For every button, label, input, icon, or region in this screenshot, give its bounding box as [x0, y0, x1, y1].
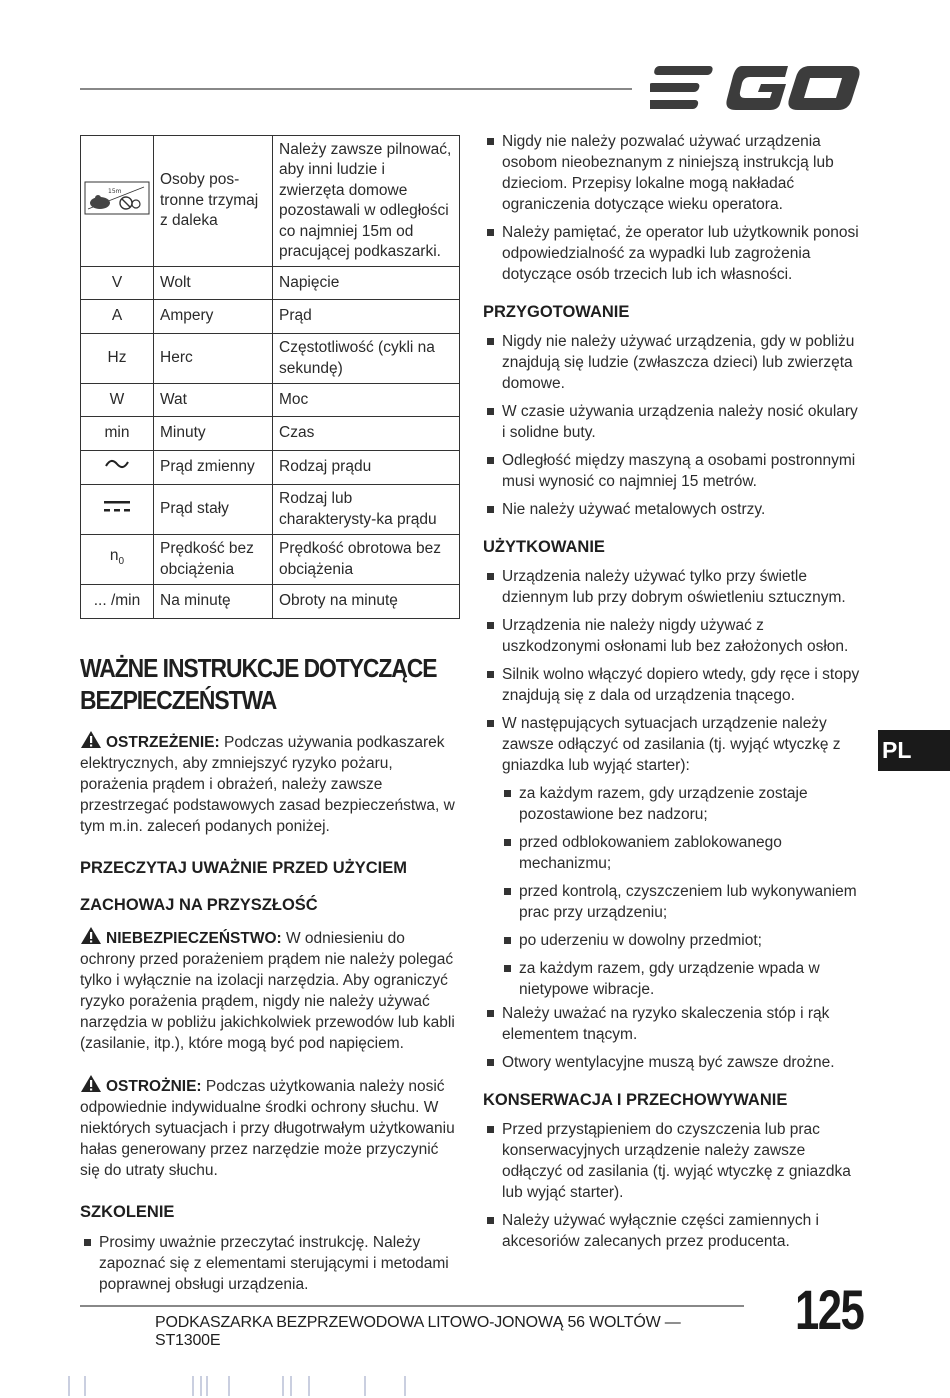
table-cell-meaning: Częstotliwość (cykli na sekundę) — [273, 334, 460, 384]
list-item: W następujących sytuacjach urządzenie należy zawsze odłączyć od zasilania (tj. wyjąć wtyczkę z gniazdka lub wyjąć starter): — [483, 713, 863, 776]
svg-text:15m: 15m — [108, 187, 122, 195]
list-item: Nigdy nie należy pozwalać używać urządzenia osobom nieobeznanym z niniejszą instrukcją lub dzieciom. Przepisy lokalne mogą nakładać ograniczenia dotyczące wieku operatora. — [483, 131, 863, 215]
list-item: Należy uważać na ryzyko skaleczenia stóp i rąk elementem tnącym. — [483, 1003, 863, 1045]
table-cell-name: Herc — [154, 334, 273, 384]
training-heading: SZKOLENIE — [80, 1203, 175, 1221]
caution-paragraph — [80, 1074, 462, 1181]
table-cell-meaning: Moc — [273, 384, 460, 417]
right-column — [483, 131, 863, 1259]
use-sublist — [483, 783, 863, 1000]
table-cell-symbol — [81, 451, 154, 485]
list-item: Silnik wolno włączyć dopiero wtedy, gdy ręce i stopy znajdują się z dala od urządzenia tnącego. — [483, 664, 863, 706]
list-item: Urządzenia nie należy nigdy używać z uszkodzonymi osłonami lub bez założonych osłon. — [483, 615, 863, 657]
table-cell-meaning: Rodzaj lub charakterysty-ka prądu — [273, 485, 460, 535]
table-cell-name: Na minutę — [154, 585, 273, 619]
table-cell-symbol: min — [81, 417, 154, 451]
caution-label: OSTROŻNIE: — [106, 1078, 202, 1095]
table-row — [81, 267, 460, 300]
caution-text: Podczas użytkowania należy nosić odpowiednie indywidualne środki ochrony słuchu. W niektórych sytuacjach i przy długotrwałym użytkowaniu hałas generowany przez narzędzie może przyczynić się do utraty słuchu. — [80, 1078, 455, 1179]
list-item: Przed przystąpieniem do czyszczenia lub prac konserwacyjnych urządzenie należy zawsze odłączyć od zasilania (tj. wyjąć wtyczkę z gniazdka lub wyjąć starter). — [483, 1119, 863, 1203]
sub-list-item: przed odblokowaniem zablokowanego mechanizmu; — [483, 832, 863, 874]
keep-distance-15m-icon — [84, 181, 150, 215]
list-item: Prosimy uważnie przeczytać instrukcję. Należy zapoznać się z elementami sterującymi i metodami poprawnej obsługi urządzenia. — [80, 1232, 462, 1295]
list-item: Nigdy nie należy używać urządzenia, gdy w pobliżu znajdują się ludzie (zwłaszcza dzieci) lub zwierzęta domowe. — [483, 331, 863, 394]
use-list — [483, 566, 863, 776]
table-cell-name: Prędkość bez obciążenia — [154, 535, 273, 585]
warning-icon — [80, 1074, 102, 1093]
left-column — [80, 652, 462, 1302]
list-item: Należy używać wyłącznie części zamiennych i akcesoriów zalecanych przez producenta. — [483, 1210, 863, 1252]
warning-label: OSTRZEŻENIE: — [106, 734, 220, 751]
table-cell-name: Wat — [154, 384, 273, 417]
warning-icon — [80, 730, 102, 749]
page-number: 125 — [795, 1278, 864, 1341]
table-cell-name: Prąd stały — [154, 485, 273, 535]
sub-list-item: przed kontrolą, czyszczeniem lub wykonywaniem prac przy urządzeniu; — [483, 881, 863, 923]
table-row — [81, 300, 460, 334]
print-marks — [65, 1376, 445, 1396]
list-item: Otwory wentylacyjne muszą być zawsze drożne. — [483, 1052, 863, 1073]
symbol-text: n — [109, 547, 119, 565]
list-item: Odległość między maszyną a osobami postronnymi musi wynosić co najmniej 15 metrów. — [483, 450, 863, 492]
table-cell-symbol: W — [81, 384, 154, 417]
maintenance-heading: KONSERWACJA I PRZECHOWYWANIE — [483, 1091, 788, 1109]
table-cell-symbol — [81, 136, 154, 267]
prep-heading: PRZYGOTOWANIE — [483, 303, 630, 321]
sub-list-item: za każdym razem, gdy urządzenie zostaje pozostawione bez nadzoru; — [483, 783, 863, 825]
warning-text: Podczas używania podkaszarek elektrycznych, aby zmniejszyć ryzyko pożaru, porażenia prądem i obrażeń, należy zawsze przestrzegać podstawowych zasad bezpieczeństwa, w tym m.in. zaleceń podanych poniżej. — [80, 734, 455, 835]
table-cell-meaning: Prąd — [273, 300, 460, 334]
sub-list-item: po uderzeniu w dowolny przedmiot; — [483, 930, 863, 951]
table-cell-meaning: Obroty na minutę — [273, 585, 460, 619]
prep-list — [483, 331, 863, 520]
table-cell-meaning: Rodzaj prądu — [273, 451, 460, 485]
danger-paragraph — [80, 926, 462, 1054]
use-heading: UŻYTKOWANIE — [483, 538, 605, 556]
danger-label: NIEBEZPIECZEŃSTWO: — [106, 930, 282, 947]
table-row — [81, 535, 460, 585]
warning-paragraph — [80, 730, 462, 837]
list-item: Nie należy używać metalowych ostrzy. — [483, 499, 863, 520]
alternating-current-icon — [104, 457, 130, 471]
keep-heading: ZACHOWAJ NA PRZYSZŁOŚĆ — [80, 896, 318, 914]
table-row — [81, 485, 460, 535]
symbol-subscript: 0 — [118, 556, 125, 568]
section-title: WAŻNE INSTRUKCJE DOTYCZĄCE BEZPIECZEŃSTWA — [80, 653, 437, 715]
table-cell-name: Minuty — [154, 417, 273, 451]
table-cell-meaning: Należy zawsze pilnować, aby inni ludzie i zwierzęta domowe pozostawali w odległości co najmniej 15m od pracującej podkaszarki. — [273, 136, 460, 267]
table-cell-symbol: A — [81, 300, 154, 334]
warning-icon — [80, 926, 102, 945]
danger-text: W odniesieniu do ochrony przed porażeniem prądem nie należy polegać tylko i wyłącznie na izolacji narzędzia. Aby ograniczyć ryzyko porażenia prądem, nigdy nie należy używać narzędzia w pobliżu jakichkolwiek przewodów lub kabli (zasilanie, itp.), które mogą być pod napięciem. — [80, 930, 455, 1052]
table-cell-meaning: Napięcie — [273, 267, 460, 300]
table-cell-name: Wolt — [154, 267, 273, 300]
sub-list-item: za każdym razem, gdy urządzenie wpada w nietypowe wibracje. — [483, 958, 863, 1000]
language-tab: PL — [878, 730, 950, 771]
use-list-continued — [483, 1003, 863, 1073]
footer-rule — [80, 1305, 744, 1307]
maintenance-list — [483, 1119, 863, 1252]
table-cell-meaning: Prędkość obrotowa bez obciążenia — [273, 535, 460, 585]
table-row — [81, 451, 460, 485]
table-cell-symbol — [81, 485, 154, 535]
footer-text: PODKASZARKA BEZPRZEWODOWA LITOWO-JONOWĄ 56 WOLTÓW — ST1300E — [155, 1314, 681, 1349]
table-cell-symbol: V — [81, 267, 154, 300]
ego-logo — [650, 64, 862, 112]
table-row — [81, 334, 460, 384]
table-cell-name: Ampery — [154, 300, 273, 334]
table-cell-symbol: Hz — [81, 334, 154, 384]
direct-current-icon — [103, 498, 131, 514]
read-heading: PRZECZYTAJ UWAŻNIE PRZED UŻYCIEM — [80, 859, 407, 877]
header-rule — [80, 88, 632, 90]
list-item: W czasie używania urządzenia należy nosić okulary i solidne buty. — [483, 401, 863, 443]
table-row — [81, 136, 460, 267]
table-row — [81, 384, 460, 417]
table-cell-name: Prąd zmienny — [154, 451, 273, 485]
list-item: Należy pamiętać, że operator lub użytkownik ponosi odpowiedzialność za wypadki lub zagrożenia dotyczące osób trzecich lub ich własności. — [483, 222, 863, 285]
symbol-table — [80, 135, 460, 619]
training-list-continued — [483, 131, 863, 285]
table-cell-meaning: Czas — [273, 417, 460, 451]
training-list — [80, 1232, 462, 1295]
list-item: Urządzenia należy używać tylko przy świetle dziennym lub przy dobrym oświetleniu sztucznym. — [483, 566, 863, 608]
table-cell-name: Osoby pos-tronne trzymaj z daleka — [154, 136, 273, 267]
table-row — [81, 417, 460, 451]
table-row — [81, 585, 460, 619]
table-cell-symbol: ... /min — [81, 585, 154, 619]
table-cell-symbol — [81, 535, 154, 585]
